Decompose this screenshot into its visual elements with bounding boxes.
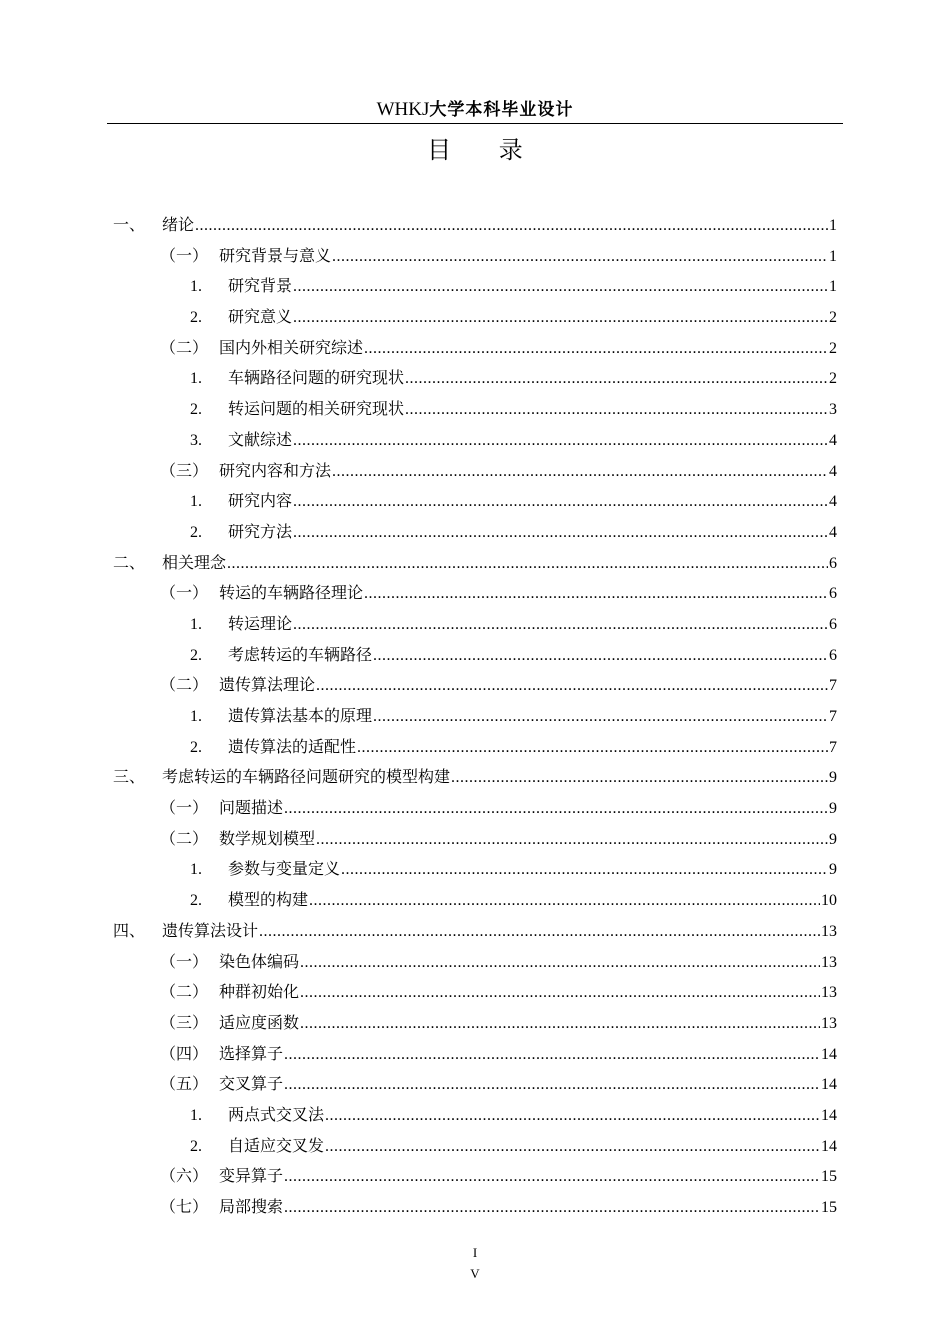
toc-entry[interactable] — [113, 1161, 837, 1192]
page-title: 目 录 — [427, 136, 543, 164]
toc-entry[interactable] — [113, 302, 837, 333]
toc-page-number: 14 — [821, 1137, 837, 1155]
toc-entry-title: 染色体编码 — [219, 951, 300, 971]
toc-entry[interactable] — [113, 578, 837, 609]
toc-dot-leader — [259, 917, 820, 947]
toc-page-number: 13 — [821, 984, 837, 1002]
toc-page-number: 9 — [829, 861, 837, 879]
toc-dot-leader — [293, 426, 828, 456]
toc-entry-title: 数学规划模型 — [219, 828, 316, 848]
toc-dot-leader — [316, 825, 828, 855]
toc-dot-leader — [405, 395, 828, 425]
toc-entry-title: 遗传算法理论 — [219, 675, 316, 695]
toc-page-number: 9 — [829, 830, 837, 848]
toc-page-number: 6 — [829, 615, 837, 633]
toc-dot-leader — [293, 487, 828, 517]
toc-dot-leader — [405, 364, 828, 394]
footer-line-2: V — [470, 1266, 480, 1281]
toc-entry-title: 遗传算法的适配性 — [228, 736, 357, 756]
toc-entry-title: 考虑转运的车辆路径问题研究的模型构建 — [162, 767, 451, 787]
toc-entry[interactable] — [113, 425, 837, 456]
toc-page-number: 14 — [821, 1045, 837, 1063]
toc-entry-number: 1. — [190, 861, 202, 879]
toc-entry[interactable] — [113, 394, 837, 425]
toc-entry[interactable] — [113, 241, 837, 272]
toc-dot-leader — [451, 763, 828, 793]
toc-page-number: 9 — [829, 800, 837, 818]
toc-dot-leader — [364, 334, 828, 364]
toc-entry-number: （五） — [160, 1074, 209, 1094]
toc-entry[interactable] — [113, 977, 837, 1008]
toc-entry-number: 1. — [190, 493, 202, 511]
toc-entry[interactable] — [113, 1100, 837, 1131]
toc-entry-title: 考虑转运的车辆路径 — [228, 644, 373, 664]
toc-entry[interactable] — [113, 1131, 837, 1162]
toc-entry[interactable] — [113, 210, 837, 241]
toc-entry[interactable] — [113, 701, 837, 732]
toc-entry-number: （七） — [160, 1197, 209, 1216]
toc-entry-number: 2. — [190, 646, 202, 664]
toc-entry[interactable] — [113, 885, 837, 916]
toc-entry-number: 2. — [190, 401, 202, 419]
toc-page-number: 3 — [829, 401, 837, 419]
toc-entry[interactable] — [113, 762, 837, 793]
toc-entry[interactable] — [113, 854, 837, 885]
toc-dot-leader — [195, 211, 828, 241]
toc-page-number: 2 — [829, 309, 837, 327]
footer-line-1: I — [472, 1245, 478, 1260]
header-cjk-text: 大学本科毕业设计 — [429, 100, 574, 120]
toc-entry-number: 1. — [190, 278, 202, 296]
toc-page-number: 1 — [829, 217, 837, 234]
toc-page-number: 7 — [829, 738, 837, 756]
table-of-contents — [113, 210, 837, 1223]
toc-entry[interactable] — [113, 517, 837, 548]
toc-dot-leader — [284, 1162, 820, 1192]
toc-page-number: 15 — [821, 1168, 837, 1186]
header-latin-text: WHKJ — [376, 99, 430, 120]
toc-entry-number: 一、 — [113, 215, 146, 234]
toc-dot-leader — [284, 1193, 820, 1223]
toc-dot-leader — [332, 242, 828, 272]
toc-entry-number: （二） — [160, 337, 209, 357]
toc-entry-number: 二、 — [113, 552, 146, 572]
toc-entry-title: 种群初始化 — [219, 982, 300, 1002]
toc-entry-title: 转运问题的相关研究现状 — [228, 399, 405, 419]
header-rule — [107, 123, 843, 124]
toc-entry[interactable] — [113, 609, 837, 640]
toc-dot-leader — [293, 303, 828, 333]
toc-page-number: 13 — [821, 1014, 837, 1032]
toc-entry-number: （二） — [160, 675, 209, 695]
toc-entry-title: 问题描述 — [219, 798, 284, 818]
toc-dot-leader — [373, 702, 828, 732]
toc-entry[interactable] — [113, 1192, 837, 1223]
toc-page-number: 6 — [829, 646, 837, 664]
toc-page-number: 4 — [829, 462, 837, 480]
toc-entry-number: 2. — [190, 523, 202, 541]
toc-entry-number: （一） — [160, 583, 209, 603]
toc-dot-leader — [325, 1101, 820, 1131]
toc-entry-title: 文献综述 — [228, 429, 293, 449]
toc-dot-leader — [357, 733, 828, 763]
toc-page-number: 2 — [829, 370, 837, 388]
toc-entry-number: 2. — [190, 892, 202, 910]
toc-entry-title: 交叉算子 — [219, 1074, 284, 1094]
toc-entry-title: 研究意义 — [228, 307, 293, 327]
toc-page-number: 6 — [829, 554, 837, 572]
running-header — [107, 96, 843, 123]
toc-entry[interactable] — [113, 271, 837, 302]
toc-entry-number: 1. — [190, 1106, 202, 1124]
toc-dot-leader — [325, 1132, 820, 1162]
toc-entry-title: 局部搜索 — [219, 1197, 284, 1216]
toc-dot-leader — [364, 579, 828, 609]
toc-entry-title: 遗传算法设计 — [162, 920, 259, 940]
toc-entry[interactable] — [113, 947, 837, 978]
toc-entry-number: 四、 — [113, 920, 146, 940]
toc-entry-number: 2. — [190, 1137, 202, 1155]
toc-dot-leader — [332, 457, 828, 487]
toc-entry-title: 研究背景 — [228, 276, 293, 296]
toc-entry-title: 绪论 — [162, 215, 195, 234]
toc-dot-leader — [284, 794, 828, 824]
toc-dot-leader — [300, 1009, 820, 1039]
toc-entry-title: 研究背景与意义 — [219, 245, 332, 265]
toc-entry-title: 车辆路径问题的研究现状 — [228, 368, 405, 388]
toc-entry[interactable] — [113, 486, 837, 517]
toc-entry-title: 参数与变量定义 — [228, 859, 341, 879]
toc-entry-title: 研究方法 — [228, 521, 293, 541]
toc-page-number: 1 — [829, 247, 837, 265]
toc-entry-number: （三） — [160, 460, 209, 480]
toc-page-number: 4 — [829, 523, 837, 541]
toc-dot-leader — [316, 671, 828, 701]
toc-entry-title: 变异算子 — [219, 1166, 284, 1186]
toc-entry-number: 2. — [190, 309, 202, 327]
toc-dot-leader — [373, 641, 828, 671]
toc-entry-number: （一） — [160, 951, 209, 971]
toc-entry[interactable] — [113, 640, 837, 671]
toc-dot-leader — [293, 518, 828, 548]
toc-entry-title: 相关理念 — [162, 552, 227, 572]
toc-entry-number: 1. — [190, 370, 202, 388]
toc-entry-title: 研究内容 — [228, 491, 293, 511]
toc-page-number: 14 — [821, 1076, 837, 1094]
toc-entry[interactable] — [113, 333, 837, 364]
toc-entry-title: 选择算子 — [219, 1043, 284, 1063]
toc-entry-number: 1. — [190, 708, 202, 725]
toc-entry[interactable] — [113, 1069, 837, 1100]
toc-entry-title: 适应度函数 — [219, 1012, 300, 1032]
toc-page-number: 6 — [829, 585, 837, 603]
toc-entry-title: 遗传算法基本的原理 — [228, 706, 373, 725]
toc-entry[interactable] — [113, 670, 837, 701]
toc-entry-number: （二） — [160, 982, 209, 1002]
toc-entry-number: （一） — [160, 245, 209, 265]
toc-entry-number: （一） — [160, 798, 209, 818]
toc-entry[interactable] — [113, 456, 837, 487]
toc-entry-title: 模型的构建 — [228, 890, 309, 910]
toc-entry[interactable] — [113, 548, 837, 579]
toc-entry[interactable] — [113, 363, 837, 394]
toc-entry-title: 国内外相关研究综述 — [219, 337, 364, 357]
toc-entry[interactable] — [113, 793, 837, 824]
toc-entry[interactable] — [113, 732, 837, 763]
toc-entry-number: （四） — [160, 1043, 209, 1063]
toc-dot-leader — [309, 886, 820, 916]
toc-entry-number: 1. — [190, 615, 202, 633]
toc-entry-title: 两点式交叉法 — [228, 1104, 325, 1124]
toc-entry-title: 转运的车辆路径理论 — [219, 583, 364, 603]
toc-dot-leader — [284, 1040, 820, 1070]
toc-entry-title: 自适应交叉发 — [228, 1135, 325, 1155]
toc-page-number: 10 — [821, 892, 837, 910]
toc-entry[interactable] — [113, 1039, 837, 1070]
toc-entry-title: 转运理论 — [228, 613, 293, 633]
toc-page-number: 7 — [829, 677, 837, 695]
toc-page-number: 4 — [829, 493, 837, 511]
toc-entry-number: 三、 — [113, 767, 146, 787]
toc-dot-leader — [300, 948, 820, 978]
toc-entry-title: 研究内容和方法 — [219, 460, 332, 480]
toc-entry-number: （三） — [160, 1012, 209, 1032]
toc-dot-leader — [227, 549, 828, 579]
toc-dot-leader — [293, 272, 828, 302]
toc-entry[interactable] — [113, 1008, 837, 1039]
toc-entry-number: 3. — [190, 431, 202, 449]
toc-entry-number: 2. — [190, 738, 202, 756]
toc-page-number: 1 — [829, 278, 837, 296]
toc-page-number: 9 — [829, 769, 837, 787]
toc-page-number: 13 — [821, 953, 837, 971]
toc-entry-number: （六） — [160, 1166, 209, 1186]
toc-page-number: 7 — [829, 708, 837, 725]
toc-dot-leader — [293, 610, 828, 640]
toc-page-number: 4 — [829, 431, 837, 449]
toc-entry[interactable] — [113, 824, 837, 855]
toc-entry[interactable] — [113, 916, 837, 947]
toc-entry-number: （二） — [160, 828, 209, 848]
toc-dot-leader — [341, 855, 828, 885]
toc-page-number: 15 — [821, 1199, 837, 1216]
toc-dot-leader — [284, 1070, 820, 1100]
toc-page-number: 14 — [821, 1106, 837, 1124]
toc-dot-leader — [300, 978, 820, 1008]
toc-page-number: 13 — [821, 922, 837, 940]
toc-page-number: 2 — [829, 339, 837, 357]
